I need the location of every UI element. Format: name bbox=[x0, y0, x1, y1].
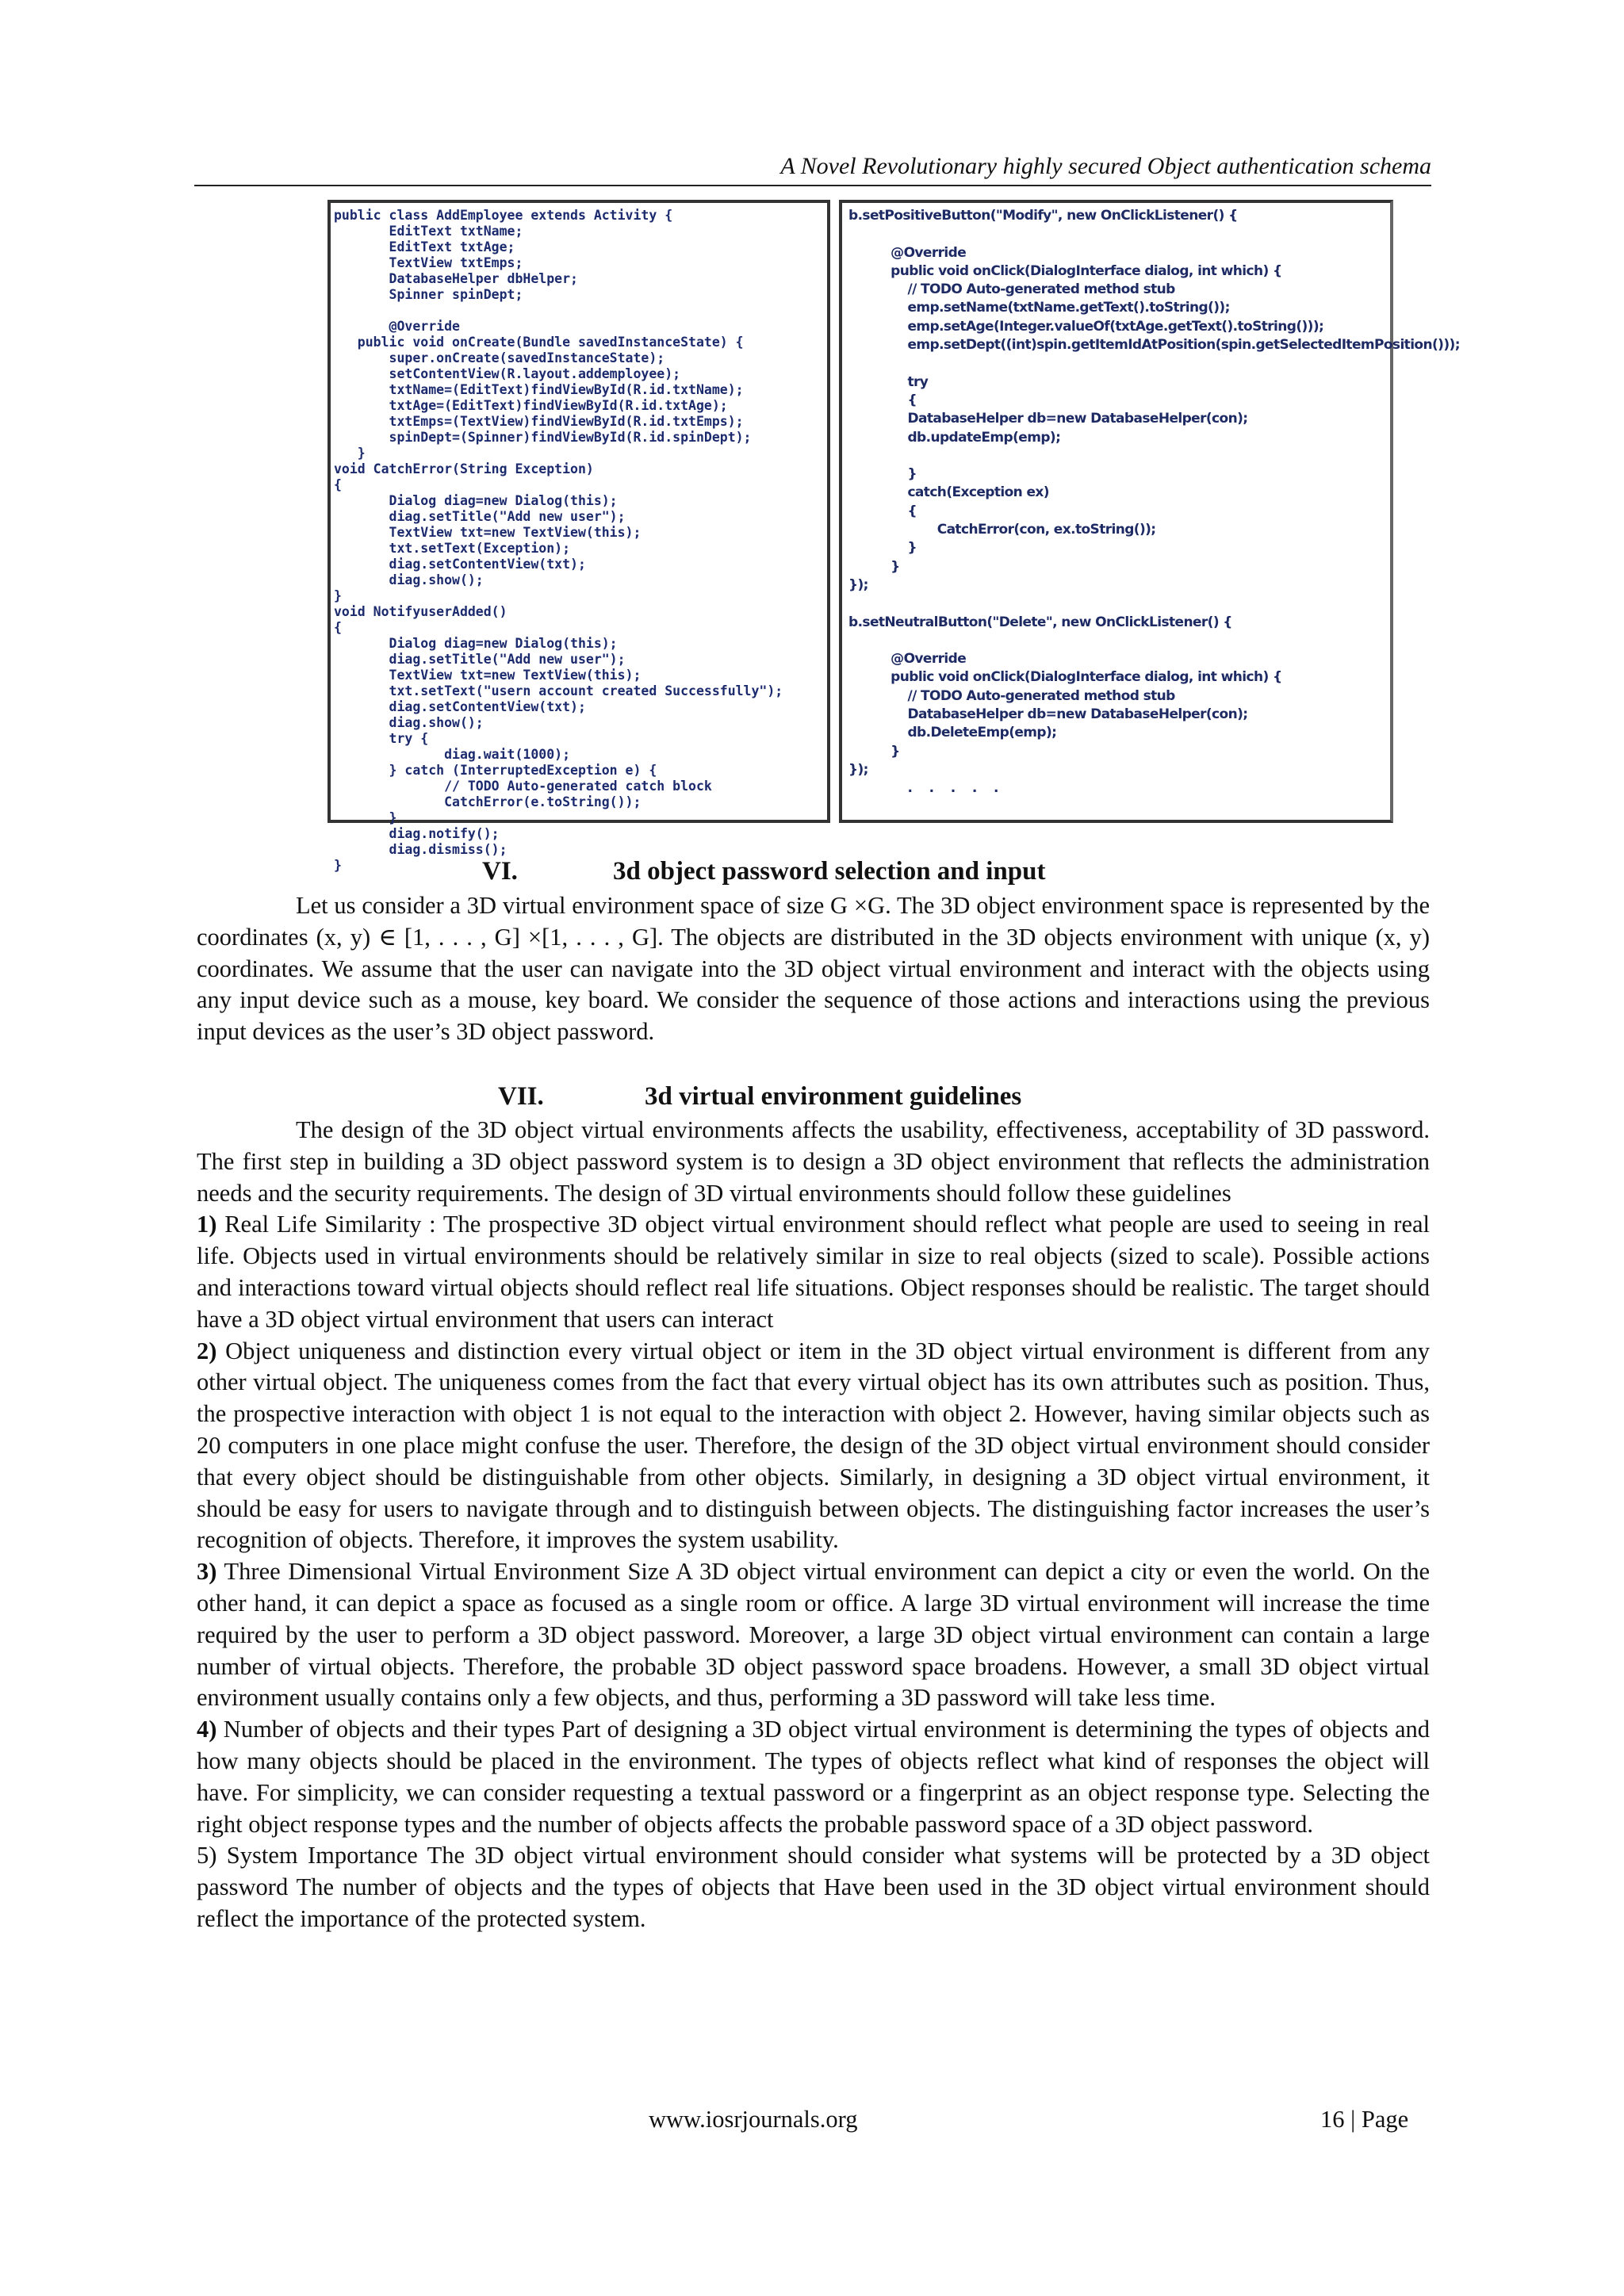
code-line: } bbox=[848, 558, 900, 575]
code-line: txtAge=(EditText)findViewById(R.id.txtAge); bbox=[334, 398, 728, 413]
guideline-text: Real Life Similarity : The prospective 3D object virtual environment should reflect what people are used to seeing in real life. Objects used in virtual environments should be relatively similar in size to real objects (sized to scale). Possible actions and interactions toward virtual objects should reflect real life situations. Object responses should be realistic. The target should have a 3D object virtual environment that users can interact bbox=[197, 1211, 1430, 1333]
code-line: CatchError(e.toString()); bbox=[334, 794, 642, 809]
code-line: public void onCreate(Bundle savedInstanceState) { bbox=[334, 335, 744, 350]
guideline-item bbox=[197, 1209, 1430, 1335]
code-line: } bbox=[848, 540, 917, 557]
code-line: } bbox=[334, 446, 366, 461]
code-line: try bbox=[848, 373, 929, 390]
section-6-number: VI. bbox=[482, 857, 518, 886]
code-line: Spinner spinDept; bbox=[334, 287, 523, 302]
code-line: void NotifyuserAdded() bbox=[334, 604, 508, 619]
code-line: // TODO Auto-generated catch block bbox=[334, 779, 712, 794]
code-line: diag.notify(); bbox=[334, 826, 500, 841]
guideline-number: 4) bbox=[197, 1716, 217, 1743]
code-line: spinDept=(Spinner)findViewById(R.id.spinDept); bbox=[334, 430, 752, 445]
code-line: txtEmps=(TextView)findViewById(R.id.txtEmps); bbox=[334, 414, 744, 429]
section-7-title: 3d virtual environment guidelines bbox=[645, 1082, 1022, 1111]
code-line: DatabaseHelper db=new DatabaseHelper(con); bbox=[848, 706, 1248, 723]
code-listing-left bbox=[334, 208, 783, 874]
guideline-number: 1) bbox=[197, 1211, 217, 1238]
code-line: super.onCreate(savedInstanceState); bbox=[334, 350, 665, 365]
section-7-number: VII. bbox=[498, 1082, 544, 1111]
code-line: { bbox=[334, 620, 342, 635]
code-line: }); bbox=[848, 761, 868, 778]
code-line: public void onClick(DialogInterface dialog, int which) { bbox=[848, 262, 1282, 279]
code-line: b.setPositiveButton("Modify", new OnClickListener() { bbox=[848, 208, 1238, 224]
code-line: public class AddEmployee extends Activity { bbox=[334, 208, 673, 223]
code-line: db.updateEmp(emp); bbox=[848, 429, 1061, 446]
code-line: public void onClick(DialogInterface dialog, int which) { bbox=[848, 669, 1282, 686]
guideline-text: Three Dimensional Virtual Environment Size A 3D object virtual environment can depict a city or even the world. On the other hand, it can depict a space as focused as a single room or office. A large 3D virtual environment will increase the time required by the user to perform a 3D object password. Moreover, a large 3D object virtual environment can contain a large number of virtual objects. Therefore, the probable 3D object password space broadens. However, a small 3D object virtual environment usually contains only a few objects, and thus, performing a 3D password will take less time. bbox=[197, 1558, 1430, 1712]
footer-website: www.iosrjournals.org bbox=[649, 2106, 858, 2133]
code-line bbox=[848, 354, 1460, 373]
code-line: { bbox=[334, 477, 342, 492]
guideline-item-5: 5) System Importance The 3D object virtual environment should consider what systems will be protected by a 3D object password The number of objects and the types of objects that Have been used in the 3D object virtual environment should reflect the importance of the protected system. bbox=[197, 1842, 1430, 1932]
guideline-text: Number of objects and their types Part of designing a 3D object virtual environment is determining the types of objects and how many objects should be placed in the environment. The types of objects reflect what kind of responses the object will have. For simplicity, we can consider requesting a textual password or a fingerprint as an object response type. Selecting the right object response types and the number of objects affects the probable password space of a 3D object password. bbox=[197, 1716, 1430, 1838]
code-line: diag.setTitle("Add new user"); bbox=[334, 509, 626, 524]
code-line: } bbox=[334, 810, 397, 825]
code-line: txt.setText("usern account created Successfully"); bbox=[334, 683, 783, 698]
code-line: TextView txt=new TextView(this); bbox=[334, 668, 642, 683]
code-line: diag.setContentView(txt); bbox=[334, 699, 586, 714]
code-line: diag.wait(1000); bbox=[334, 747, 571, 762]
section-7-intro: The design of the 3D object virtual environments affects the usability, effectiveness, acceptability of 3D password. The first step in building a 3D object password system is to design a 3D object environment that reflects the administration needs and the security requirements. The design of 3D virtual environments should follow these guidelines bbox=[197, 1116, 1430, 1207]
code-line: setContentView(R.layout.addemployee); bbox=[334, 366, 681, 381]
section-6-title: 3d object password selection and input bbox=[613, 857, 1046, 886]
section-6-body bbox=[197, 890, 1430, 1048]
code-line: diag.show(); bbox=[334, 715, 484, 730]
code-line: catch(Exception ex) bbox=[848, 484, 1049, 501]
code-line: . . . . . bbox=[848, 780, 998, 797]
code-line: emp.setName(txtName.getText().toString()); bbox=[848, 300, 1230, 316]
code-line: { bbox=[848, 503, 917, 519]
footer-page-number: 16 | Page bbox=[1320, 2106, 1409, 2133]
running-header: A Novel Revolutionary highly secured Object authentication schema bbox=[194, 153, 1431, 186]
guideline-item bbox=[197, 1714, 1430, 1840]
code-line bbox=[848, 632, 1460, 650]
code-line: Dialog diag=new Dialog(this); bbox=[334, 636, 618, 651]
code-line: diag.setTitle("Add new user"); bbox=[334, 652, 626, 667]
code-line bbox=[334, 303, 783, 319]
code-line: diag.show(); bbox=[334, 572, 484, 587]
code-line: DatabaseHelper db=new DatabaseHelper(con); bbox=[848, 411, 1248, 427]
guideline-item bbox=[197, 1556, 1430, 1714]
code-line: TextView txtEmps; bbox=[334, 255, 523, 270]
code-listing-right bbox=[848, 207, 1460, 798]
code-line: diag.setContentView(txt); bbox=[334, 557, 586, 572]
guideline-item bbox=[197, 1336, 1430, 1557]
code-line: CatchError(con, ex.toString()); bbox=[848, 522, 1156, 538]
code-line: } bbox=[334, 858, 342, 873]
section-7-body bbox=[197, 1115, 1430, 1935]
code-line: emp.setDept((int)spin.getItemIdAtPosition(spin.getSelectedItemPosition())); bbox=[848, 337, 1460, 354]
code-line: { bbox=[848, 392, 917, 408]
code-line: @Override bbox=[848, 651, 967, 668]
code-line: DatabaseHelper dbHelper; bbox=[334, 271, 578, 286]
code-line: void CatchError(String Exception) bbox=[334, 461, 594, 476]
code-line: b.setNeutralButton("Delete", new OnClickListener() { bbox=[848, 614, 1232, 630]
code-line bbox=[848, 447, 1460, 465]
guideline-number: 2) bbox=[197, 1337, 217, 1364]
code-line: txtName=(EditText)findViewById(R.id.txtName); bbox=[334, 382, 744, 397]
code-line: } bbox=[848, 743, 900, 760]
code-line: } bbox=[848, 466, 917, 483]
code-line: @Override bbox=[848, 244, 967, 261]
section-6-paragraph: Let us consider a 3D virtual environment space of size G ×G. The 3D object environment space is represented by the coordinates (x, y) ∈ [1, . . . , G] ×[1, . . . , G]. The objects are distributed in the 3D objects environment with unique (x, y) coordinates. We assume that the user can navigate into the 3D object virtual environment and interact with the objects using any input device such as a mouse, key board. We consider the sequence of those actions and interactions using the previous input devices as the user’s 3D object password. bbox=[197, 892, 1430, 1046]
code-line: // TODO Auto-generated method stub bbox=[848, 281, 1175, 298]
code-line: TextView txt=new TextView(this); bbox=[334, 525, 642, 540]
code-line: txt.setText(Exception); bbox=[334, 541, 571, 556]
code-line: } catch (InterruptedException e) { bbox=[334, 763, 657, 778]
code-line: Dialog diag=new Dialog(this); bbox=[334, 493, 618, 508]
code-screenshot-left bbox=[327, 200, 830, 873]
guideline-text: Object uniqueness and distinction every virtual object or item in the 3D object virtual environment is different from any other virtual object. The uniqueness comes from the fact that every virtual object has its own attributes such as position. Thus, the prospective interaction with object 1 is not equal to the interaction with object 2. However, having similar objects such as 20 computers in one place might confuse the user. Therefore, the design of the 3D object virtual environment should consider that every object should be distinguishable from other objects. Similarly, in designing a 3D object virtual environment, it should be easy for users to navigate through and to distinguish between objects. The distinguishing factor increases the user’s recognition of objects. Therefore, it improves the system usability. bbox=[197, 1337, 1430, 1554]
code-line: } bbox=[334, 588, 342, 603]
code-line: EditText txtName; bbox=[334, 224, 523, 239]
code-line: @Override bbox=[334, 319, 460, 334]
code-line bbox=[848, 595, 1460, 613]
code-line: }); bbox=[848, 576, 868, 593]
code-line: diag.dismiss(); bbox=[334, 842, 508, 857]
code-line: emp.setAge(Integer.valueOf(txtAge.getText().toString())); bbox=[848, 318, 1324, 335]
code-line: db.DeleteEmp(emp); bbox=[848, 725, 1057, 741]
code-screenshot-right bbox=[839, 200, 1460, 823]
code-line: // TODO Auto-generated method stub bbox=[848, 687, 1175, 704]
code-line: try { bbox=[334, 731, 429, 746]
code-line: EditText txtAge; bbox=[334, 239, 515, 254]
code-line bbox=[848, 225, 1460, 243]
guideline-number: 3) bbox=[197, 1558, 217, 1586]
